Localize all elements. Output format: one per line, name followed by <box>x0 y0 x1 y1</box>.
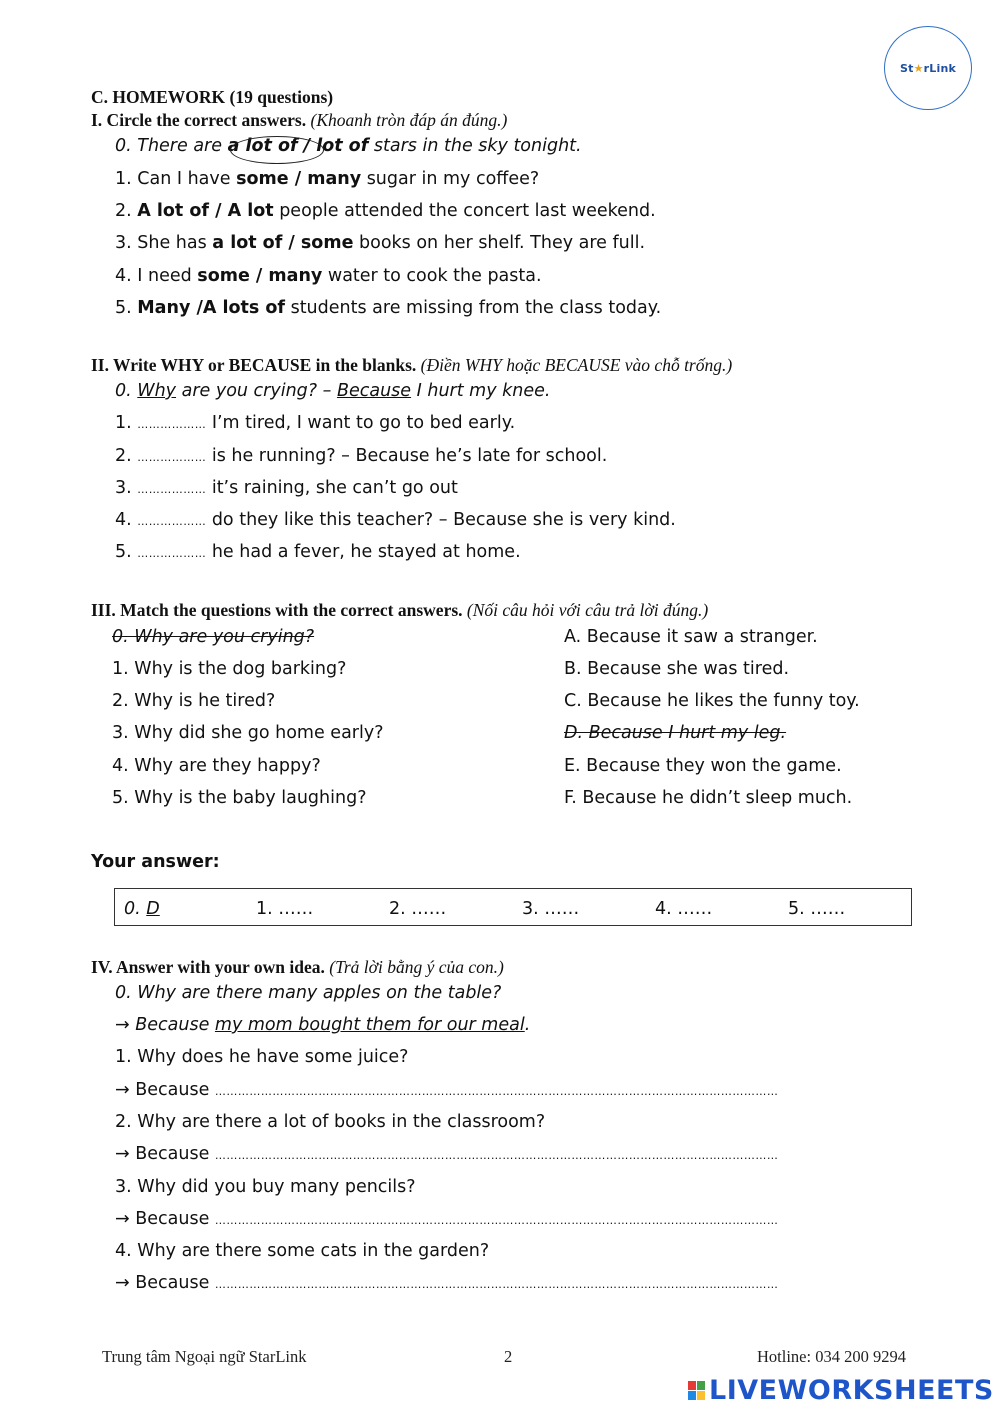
answer-slot-3[interactable]: 3. …… <box>522 899 580 919</box>
s3-question-4: 4. Why are they happy? <box>112 756 321 776</box>
section-1-heading: I. Circle the correct answers. (Khoanh tròn đáp án đúng.) <box>91 110 508 130</box>
s1-item-1-choices: some / many <box>236 169 362 189</box>
s3-question-1: 1. Why is the dog barking? <box>112 659 347 679</box>
s3-answer-e: E. Because they won the game. <box>564 756 842 776</box>
s2-item-4: 4. ……………… do they like this teacher? – Because she is very kind. <box>115 510 676 530</box>
s3-question-5: 5. Why is the baby laughing? <box>112 788 367 808</box>
s4-question-4: 4. Why are there some cats in the garden? <box>115 1241 490 1261</box>
your-answer-label: Your answer: <box>91 852 220 872</box>
s2-item-3: 3. ……………… it’s raining, she can’t go out <box>115 478 458 498</box>
s1-item-4-choices: some / many <box>197 266 323 286</box>
liveworksheets-icon <box>688 1381 705 1400</box>
s1-item-1: 1. Can I have some / many sugar in my coffee? <box>115 169 540 189</box>
s2-item-2: 2. ……………… is he running? – Because he’s late for school. <box>115 446 608 466</box>
s4-question-3: 3. Why did you buy many pencils? <box>115 1177 416 1197</box>
logo-text: St★rLink <box>899 61 956 75</box>
footer-center-name: Trung tâm Ngoại ngữ StarLink <box>102 1347 307 1366</box>
liveworksheets-text: LIVEWORKSHEETS <box>709 1375 994 1406</box>
section-3-heading: III. Match the questions with the correct answers. (Nối câu hỏi với câu trả lời đúng.) <box>91 600 709 620</box>
arrow-icon: → <box>115 1080 130 1100</box>
answer-line[interactable]: ………………………………………………………………………………………………………………………………… <box>214 1214 779 1227</box>
s3-answer-d: D. Because I hurt my leg. <box>564 723 787 743</box>
s4-question-1: 1. Why does he have some juice? <box>115 1047 409 1067</box>
s1-item-4: 4. I need some / many water to cook the pasta. <box>115 266 542 286</box>
blank-field[interactable]: ……………… <box>137 547 207 560</box>
s1-example: 0. There are a lot of / lot of stars in the sky tonight. <box>115 136 582 156</box>
s4-question-2: 2. Why are there a lot of books in the classroom? <box>115 1112 546 1132</box>
arrow-icon: → <box>115 1015 130 1035</box>
s3-answer-f: F. Because he didn’t sleep much. <box>564 788 853 808</box>
circle-annotation <box>227 136 324 164</box>
blank-field[interactable]: ……………… <box>137 515 207 528</box>
s1-item-3-choices: a lot of / some <box>212 233 354 253</box>
answer-line[interactable]: ………………………………………………………………………………………………………………………………… <box>214 1085 779 1098</box>
answer-slot-4[interactable]: 4. …… <box>655 899 713 919</box>
s4-answer-4: → Because ………………………………………………………………………………………………………………………………… <box>115 1273 779 1293</box>
s4-answer-2: → Because ………………………………………………………………………………………………………………………………… <box>115 1144 779 1164</box>
s3-question-3: 3. Why did she go home early? <box>112 723 384 743</box>
s1-item-5-choices: Many /A lots of <box>137 298 286 318</box>
page-title: C. HOMEWORK (19 questions) <box>91 87 334 107</box>
arrow-icon: → <box>115 1209 130 1229</box>
s1-item-5: 5. Many /A lots of students are missing from the class today. <box>115 298 662 318</box>
footer-page-number: 2 <box>504 1347 513 1366</box>
arrow-icon: → <box>115 1273 130 1293</box>
s4-answer-1: → Because ………………………………………………………………………………………………………………………………… <box>115 1080 779 1100</box>
blank-field[interactable]: ……………… <box>137 483 207 496</box>
starlink-logo <box>884 26 972 110</box>
s1-item-3: 3. She has a lot of / some books on her shelf. They are full. <box>115 233 646 253</box>
liveworksheets-brand[interactable] <box>688 1375 994 1406</box>
blank-field[interactable]: ……………… <box>137 418 207 431</box>
s4-example-answer: → Because my mom bought them for our meal. <box>115 1015 531 1035</box>
section-2-heading: II. Write WHY or BECAUSE in the blanks. (Điền WHY hoặc BECAUSE vào chỗ trống.) <box>91 355 733 375</box>
s3-question-0: 0. Why are you crying? <box>112 627 315 647</box>
section-4-heading: IV. Answer with your own idea. (Trả lời bằng ý của con.) <box>91 957 504 977</box>
s1-item-2: 2. A lot of / A lot people attended the concert last weekend. <box>115 201 656 221</box>
footer-hotline: Hotline: 034 200 9294 <box>757 1347 906 1366</box>
s1-item-2-choices: A lot of / A lot <box>137 201 274 221</box>
s1-example-circled: a lot of <box>227 136 298 156</box>
answer-slot-2[interactable]: 2. …… <box>389 899 447 919</box>
s4-example-question: 0. Why are there many apples on the table? <box>115 983 502 1003</box>
s3-question-2: 2. Why is he tired? <box>112 691 276 711</box>
s3-answer-c: C. Because he likes the funny toy. <box>564 691 860 711</box>
answer-example: 0. D <box>124 899 160 919</box>
s3-answer-b: B. Because she was tired. <box>564 659 790 679</box>
s2-example: 0. Why are you crying? – Because I hurt my knee. <box>115 381 551 401</box>
answer-slot-5[interactable]: 5. …… <box>788 899 846 919</box>
s4-answer-3: → Because ………………………………………………………………………………………………………………………………… <box>115 1209 779 1229</box>
blank-field[interactable]: ……………… <box>137 451 207 464</box>
s2-item-1: 1. ……………… I’m tired, I want to go to bed early. <box>115 413 516 433</box>
s3-answer-a: A. Because it saw a stranger. <box>564 627 818 647</box>
arrow-icon: → <box>115 1144 130 1164</box>
s2-item-5: 5. ……………… he had a fever, he stayed at home. <box>115 542 521 562</box>
answer-line[interactable]: ………………………………………………………………………………………………………………………………… <box>214 1278 779 1291</box>
answer-slot-1[interactable]: 1. …… <box>256 899 314 919</box>
answer-line[interactable]: ………………………………………………………………………………………………………………………………… <box>214 1149 779 1162</box>
